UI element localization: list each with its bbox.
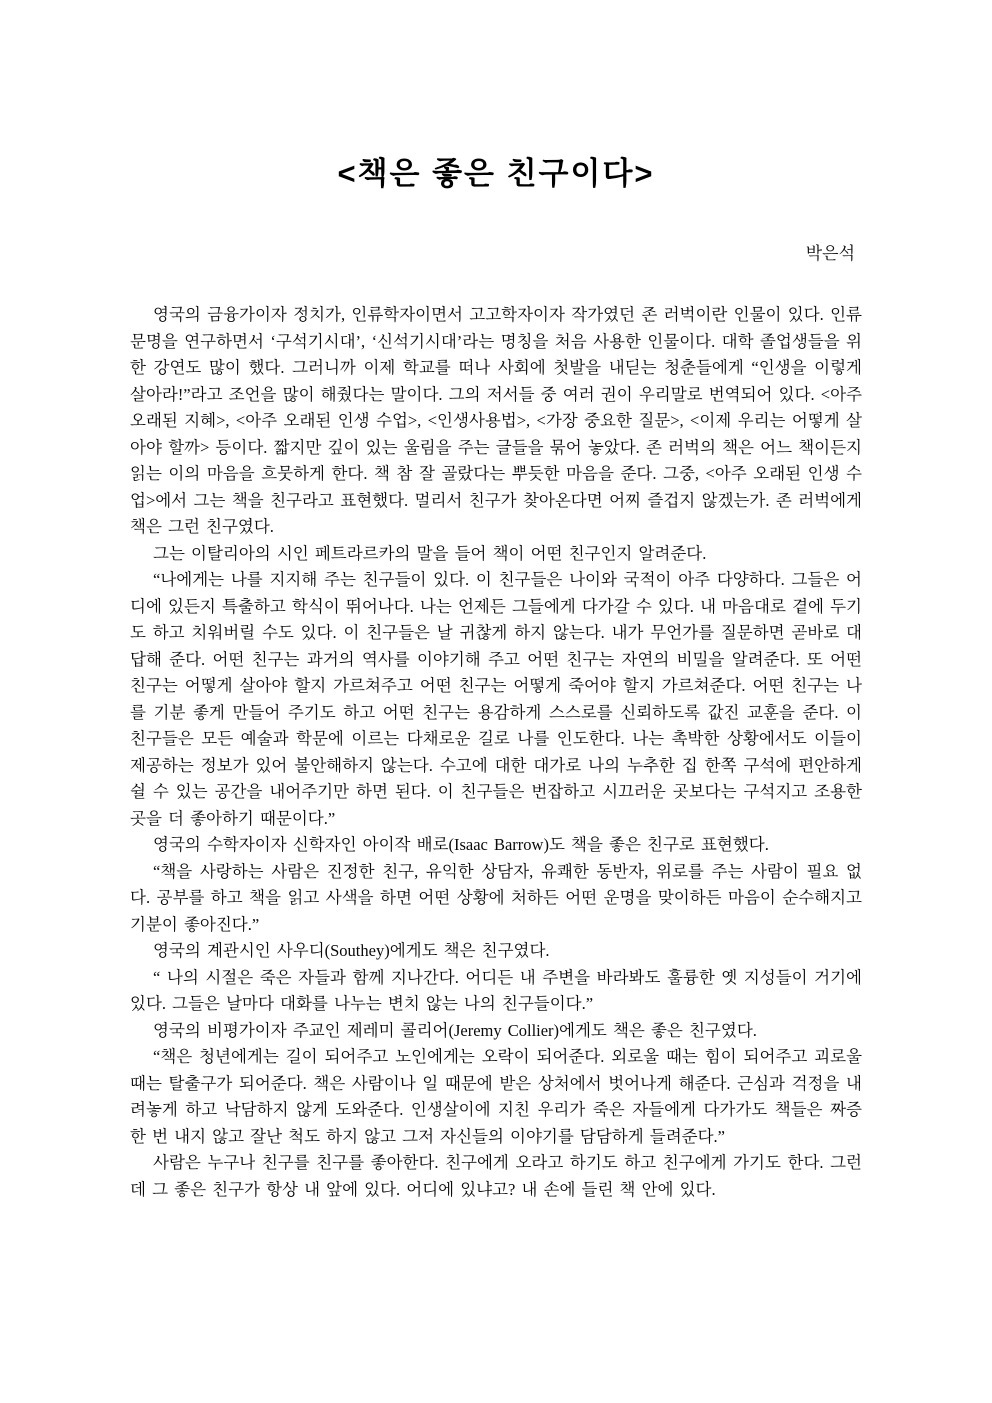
paragraph: 영국의 금융가이자 정치가, 인류학자이면서 고고학자이자 작가였던 존 러벅이란 인물이 있다. 인류 문명을 연구하면서 ‘구석기시대’, ‘신석기시대’라는 명칭을 처음 사용한 인물이다. 대학 졸업생들을 위한 강연도 많이 했다. 그러니까 이제 학교를 떠나 사회에 첫발을 내딛는 청춘들에게 “인생을 이렇게 살아라!”라고 조언을 많이 해줬다는 말이다. 그의 저서들 중 여러 권이 우리말로 번역되어 있다. <아주 오래된 지혜>, <아주 오래된 인생 수업>, <인생사용법>, <가장 중요한 질문>, <이제 우리는 어떻게 살아야 할까> 등이다. 짧지만 깊이 있는 울림을 주는 글들을 묶어 놓았다. 존 러벅의 책은 어느 책이든지 읽는 이의 마음을 흐뭇하게 한다. 책 참 잘 골랐다는 뿌듯한 마음을 준다. 그중, <아주 오래된 인생 수업>에서 그는 책을 친구라고 표현했다. 멀리서 친구가 찾아온다면 어찌 즐겁지 않겠는가. 존 러벅에게 책은 그런 친구였다. <box>130 305 862 536</box>
paragraph: 그는 이탈리아의 시인 페트라르카의 말을 들어 책이 어떤 친구인지 알려준다. <box>153 543 707 563</box>
page-title: <책은 좋은 친구이다> <box>337 156 655 191</box>
document-body <box>130 302 862 1203</box>
author-name: 박은석 <box>805 244 855 263</box>
paragraph: “나에게는 나를 지지해 주는 친구들이 있다. 이 친구들은 나이와 국적이 아주 다양하다. 그들은 어디에 있든지 특출하고 학식이 뛰어나다. 나는 언제든 그들에게 다가갈 수 있다. 내 마음대로 곁에 두기도 하고 치워버릴 수도 있다. 이 친구들은 날 귀찮게 하지 않는다. 내가 무언가를 질문하면 곧바로 대답해 준다. 어떤 친구는 과거의 역사를 이야기해 주고 어떤 친구는 자연의 비밀을 알려준다. 또 어떤 친구는 어떻게 살아야 할지 가르쳐주고 어떤 친구는 어떻게 죽어야 할지 가르쳐준다. 어떤 친구는 나를 기분 좋게 만들어 주기도 하고 어떤 친구는 용감하게 스스로를 신뢰하도록 값진 교훈을 준다. 이 친구들은 모든 예술과 학문에 이르는 다채로운 길로 나를 인도한다. 나는 촉박한 상황에서도 이들이 제공하는 정보가 있어 불안해하지 않는다. 수고에 대한 대가로 나의 누추한 집 한쪽 구석에 편안하게 쉴 수 있는 공간을 내어주기만 하면 된다. 이 친구들은 번잡하고 시끄러운 곳보다는 구석지고 조용한 곳을 더 좋아하기 때문이다.” <box>130 570 862 828</box>
paragraph: “책을 사랑하는 사람은 진정한 친구, 유익한 상담자, 유쾌한 동반자, 위로를 주는 사람이 필요 없다. 공부를 하고 책을 읽고 사색을 하면 어떤 상황에 처하든 어떤 운명을 맞이하든 마음이 순수해지고 기분이 좋아진다.” <box>130 861 862 934</box>
paragraph: 영국의 수학자이자 신학자인 아이작 배로(Isaac Barrow)도 책을 좋은 친구로 표현했다. <box>153 835 769 854</box>
paragraph: “책은 청년에게는 길이 되어주고 노인에게는 오락이 되어준다. 외로울 때는 힘이 되어주고 괴로울 때는 탈출구가 되어준다. 책은 사람이나 일 때문에 받은 상처에서 벗어나게 해준다. 근심과 걱정을 내려놓게 하고 낙담하지 않게 도와준다. 인생살이에 지친 우리가 죽은 자들에게 다가가도 책들은 짜증 한 번 내지 않고 잘난 척도 하지 않고 그저 자신들의 이야기를 담담하게 들려준다.” <box>130 1047 862 1146</box>
paragraph: 사람은 누구나 친구를 친구를 좋아한다. 친구에게 오라고 하기도 하고 친구에게 가기도 한다. 그런데 그 좋은 친구가 항상 내 앞에 있다. 어디에 있냐고? 내 손에 들린 책 안에 있다. <box>130 1153 862 1199</box>
paragraph: “ 나의 시절은 죽은 자들과 함께 지나간다. 어디든 내 주변을 바라봐도 훌륭한 옛 지성들이 거기에 있다. 그들은 날마다 대화를 나누는 변치 않는 나의 친구들이다.” <box>130 967 862 1013</box>
paragraph: 영국의 비평가이자 주교인 제레미 콜리어(Jeremy Collier)에게도 책은 좋은 친구였다. <box>153 1020 757 1040</box>
paragraph: 영국의 계관시인 사우디(Southey)에게도 책은 친구였다. <box>153 941 550 960</box>
